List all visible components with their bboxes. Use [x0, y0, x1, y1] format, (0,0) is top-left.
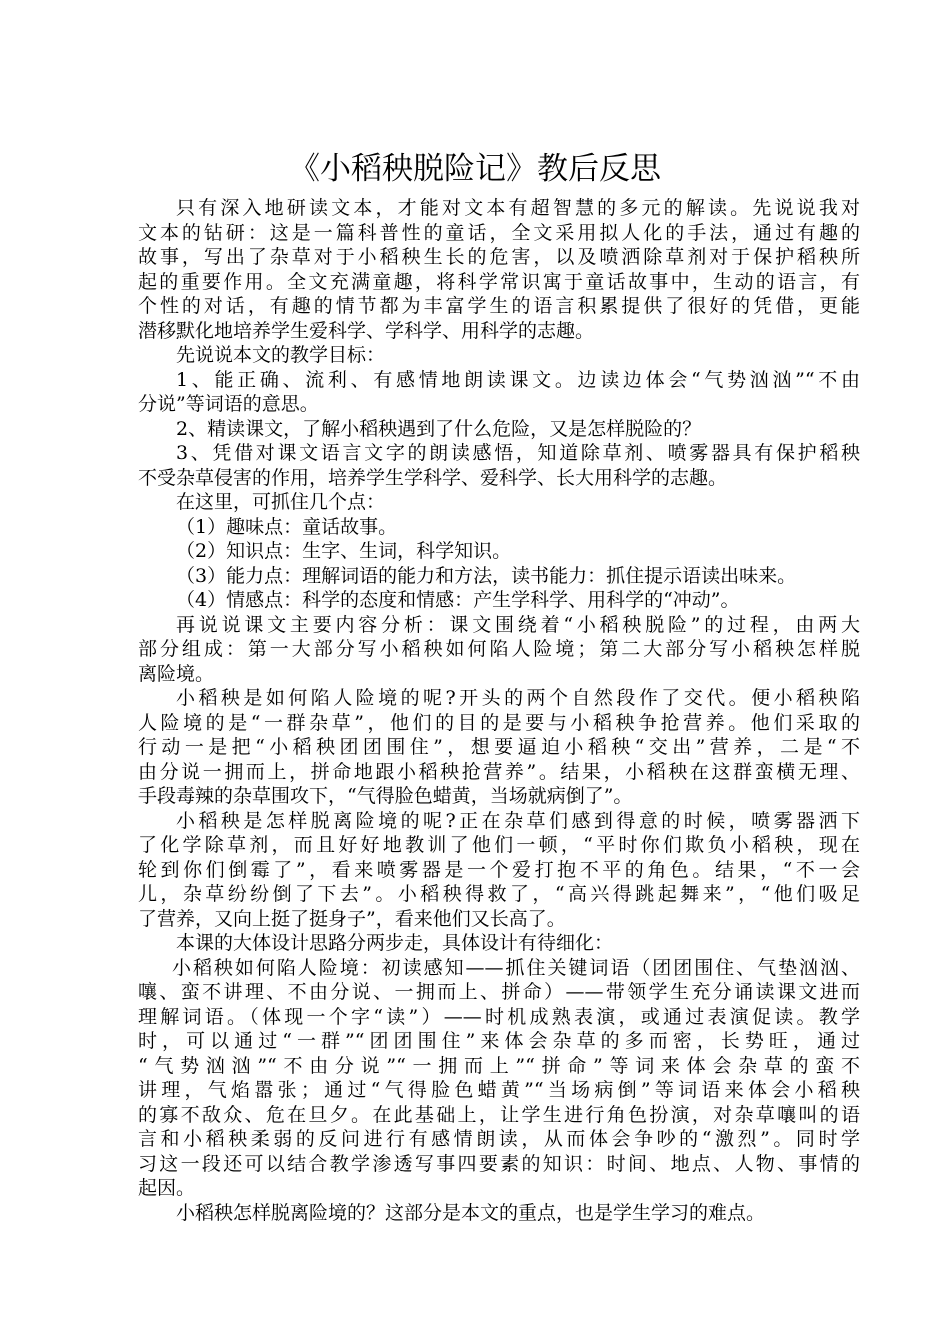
text-line: 部分组成：第一大部分写小稻秧如何陷人险境；第二大部分写小稻秧怎样脱	[138, 638, 860, 660]
text-line: 嚷、蛮不讲理、不由分说、一拥而上、拼命）——带领学生充分诵读课文进而	[138, 981, 860, 1003]
text-line: 了营养，又向上挺了挺身子”，看来他们又长高了。	[138, 907, 566, 930]
text-line: 1、能正确、流利、有感情地朗读课文。边读边体会“气势汹汹”“不由	[176, 368, 860, 391]
text-line: 行动一是把“小稻秧团团围住”，想要逼迫小稻秧“交出”营养，二是“不	[138, 736, 860, 758]
text-line: 小稻秧如何陷人险境：初读感知——抓住关键词语（团团围住、气垫汹汹、	[172, 956, 860, 979]
text-line: 在这里，可抓住几个点：	[176, 491, 386, 513]
text-line: 讲理，气焰嚣张；通过“气得脸色蜡黄”“当场病倒”等词语来体会小稻秧	[138, 1079, 860, 1101]
text-line: 时，可以通过“一群”“团团围住”来体会杂草的多而密，长势旺，通过	[138, 1030, 860, 1052]
text-line: 文本的钻研：这是一篇科普性的童话，全文采用拟人化的手法，通过有趣的	[138, 221, 860, 244]
text-line: 3、凭借对课文语言文字的朗读感悟，知道除草剂、喷雾器具有保护稻秧	[176, 442, 860, 464]
text-line: 由分说一拥而上，拼命地跟小稻秧抢营养”。结果，小稻秧在这群蛮横无理、	[138, 760, 860, 783]
text-line: 只有深入地研读文本，才能对文本有超智慧的多元的解读。先说说我对	[176, 197, 860, 219]
text-line: 小稻秧是如何陷人险境的呢?开头的两个自然段作了交代。便小稻秧陷	[176, 687, 860, 709]
text-line: （1）趣味点：童话故事。	[176, 515, 398, 538]
text-line: 小稻秧是怎样脱离险境的呢?正在杂草们感到得意的时候，喷雾器洒下	[176, 809, 860, 832]
text-line: 故事，写出了杂草对于小稻秧生长的危害，以及喷洒除草剂对于保护稻秧所	[138, 246, 860, 268]
text-line: 轮到你们倒霉了”，看来喷雾器是一个爱打抱不平的角色。结果，“不一会	[138, 858, 860, 881]
text-line: “气势汹汹”“不由分说”“一拥而上”“拼命”等词来体会杂草的蛮不	[138, 1054, 860, 1077]
text-line: 个性的对话，有趣的情节都为丰富学生的语言积累提供了很好的凭借，更能	[138, 295, 860, 317]
document-body	[138, 196, 860, 1225]
text-line: 离险境。	[138, 662, 215, 685]
text-line: 再说说课文主要内容分析：课文围绕着“小稻秧脱险”的过程，由两大	[176, 613, 860, 636]
text-line: （4）情感点：科学的态度和情感：产生学科学、用科学的“冲动”。	[176, 589, 740, 611]
text-line: 的寡不敌众、危在旦夕。在此基础上，让学生进行角色扮演，对杂草嚷叫的语	[138, 1103, 860, 1126]
text-line: 儿，杂草纷纷倒了下去”。小稻秧得救了，“高兴得跳起舞来”，“他们吸足	[138, 883, 860, 905]
document-title: 《小稻秧脱险记》教后反思	[289, 151, 661, 187]
text-line: 分说”等词语的意思。	[138, 393, 319, 415]
text-line: 习这一段还可以结合教学渗透写事四要素的知识：时间、地点、人物、事情的	[138, 1152, 860, 1175]
text-line: 起的重要作用。全文充满童趣，将科学常识寓于童话故事中，生动的语言，有	[138, 270, 860, 293]
text-line: 2、精读课文，了解小稻秧遇到了什么危险，又是怎样脱险的？	[176, 417, 702, 440]
text-line: 潜移默化地培养学生爱科学、学科学、用科学的志趣。	[138, 319, 595, 342]
text-line: 手段毒辣的杂草围攻下，“气得脸色蜡黄，当场就病倒了”。	[138, 785, 633, 807]
text-line: 起因。	[138, 1177, 196, 1199]
text-line: （3）能力点：理解词语的能力和方法，读书能力：抓住提示语读出味来。	[176, 564, 797, 587]
text-line: 先说说本文的教学目标：	[176, 344, 386, 366]
text-line: 本课的大体设计思路分两步走，具体设计有待细化：	[176, 932, 614, 954]
text-line: （2）知识点：生字、生词，科学知识。	[176, 540, 512, 562]
text-line: 理解词语。（体现一个字“读”）——时机成熟表演，或通过表演促读。教学	[138, 1005, 860, 1028]
text-line: 了化学除草剂，而且好好地教训了他们一顿，“平时你们欺负小稻秧，现在	[138, 834, 860, 856]
text-line: 人险境的是“一群杂草”，他们的目的是要与小稻秧争抢营养。他们采取的	[138, 711, 860, 734]
text-line: 小稻秧怎样脱离险境的？这部分是本文的重点，也是学生学习的难点。	[176, 1201, 766, 1224]
text-line: 言和小稻秧柔弱的反问进行有感情朗读，从而体会争吵的“激烈”。同时学	[138, 1128, 860, 1150]
text-line: 不受杂草侵害的作用，培养学生学科学、爱科学、长大用科学的志趣。	[138, 466, 728, 489]
